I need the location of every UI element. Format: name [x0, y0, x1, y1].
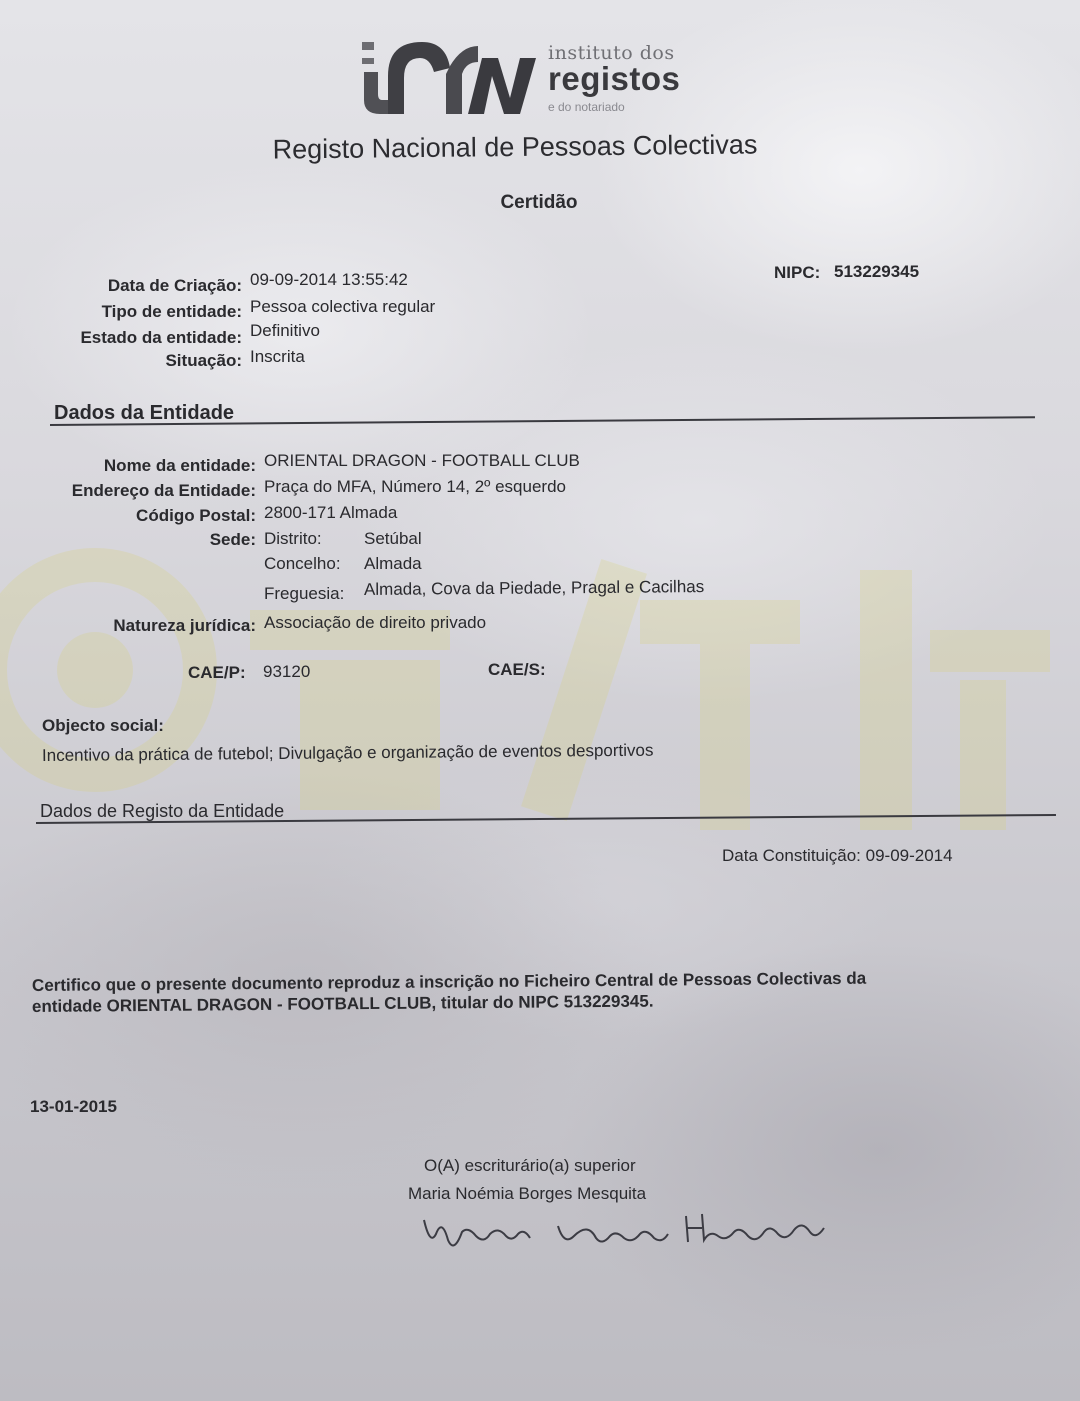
codigo-postal-label: Código Postal: [136, 506, 256, 525]
logo-text-line2: registos [548, 60, 681, 97]
endereco-label: Endereço da Entidade: [71, 481, 256, 500]
natureza-juridica-value: Associação de direito privado [264, 613, 487, 632]
data-constituicao: Data Constituição: 09-09-2014 [722, 846, 953, 865]
concelho-value: Almada [364, 554, 422, 573]
endereco-value: Praça do MFA, Número 14, 2º esquerdo [264, 477, 566, 496]
logo-text-line1: instituto dos [548, 42, 675, 64]
document-title: Registo Nacional de Pessoas Colectivas [272, 129, 758, 165]
logo-text-line3: e do notariado [548, 100, 625, 114]
certificacao-line1: Certifico que o presente documento reproduz a inscrição no Ficheiro Central de Pessoas Colectivas da [31, 968, 867, 995]
nipc-label: NIPC: [774, 263, 821, 282]
codigo-postal-value: 2800-171 Almada [264, 503, 398, 522]
distrito-label: Distrito: [264, 529, 322, 548]
tipo-entidade-value: Pessoa colectiva regular [250, 297, 436, 316]
data-criacao-label: Data de Criação: [107, 276, 242, 295]
tipo-entidade-label: Tipo de entidade: [101, 302, 242, 321]
natureza-juridica-label: Natureza jurídica: [113, 616, 256, 635]
data-criacao-value: 09-09-2014 13:55:42 [250, 270, 408, 289]
handwritten-signature [418, 1206, 838, 1266]
dados-entidade-heading: Dados da Entidade [54, 402, 235, 424]
concelho-label: Concelho: [264, 554, 341, 573]
estado-entidade-value: Definitivo [250, 321, 320, 340]
situacao-value: Inscrita [250, 347, 305, 366]
irn-logo [358, 28, 681, 120]
nome-entidade-value: ORIENTAL DRAGON - FOOTBALL CLUB [264, 451, 580, 470]
dados-registo-heading: Dados de Registo da Entidade [40, 801, 285, 821]
irn-logo-mark [358, 28, 548, 120]
cae-p-label: CAE/P: [188, 663, 246, 682]
nome-entidade-label: Nome da entidade: [103, 456, 256, 475]
situacao-label: Situação: [165, 351, 242, 370]
objecto-social-value: Incentivo da prática de futebol; Divulgação e organização de eventos desportivos [41, 740, 654, 765]
sede-label: Sede: [209, 530, 256, 549]
distrito-value: Setúbal [364, 529, 422, 548]
issue-date: 13-01-2015 [30, 1097, 117, 1116]
freguesia-value: Almada, Cova da Piedade, Pragal e Cacilhas [363, 577, 705, 599]
signatory-name: Maria Noémia Borges Mesquita [408, 1184, 647, 1203]
document-subtitle: Certidão [500, 192, 578, 213]
cae-p-value: 93120 [263, 662, 311, 681]
certificacao-line2: entidade ORIENTAL DRAGON - FOOTBALL CLUB, titular do NIPC 513229345. [31, 991, 654, 1016]
signatory-role: O(A) escriturário(a) superior [424, 1156, 636, 1175]
objecto-social-label: Objecto social: [42, 716, 164, 735]
cae-s-label: CAE/S: [488, 660, 546, 679]
estado-entidade-label: Estado da entidade: [80, 328, 242, 347]
freguesia-label: Freguesia: [264, 584, 345, 603]
nipc-value: 513229345 [834, 262, 920, 281]
